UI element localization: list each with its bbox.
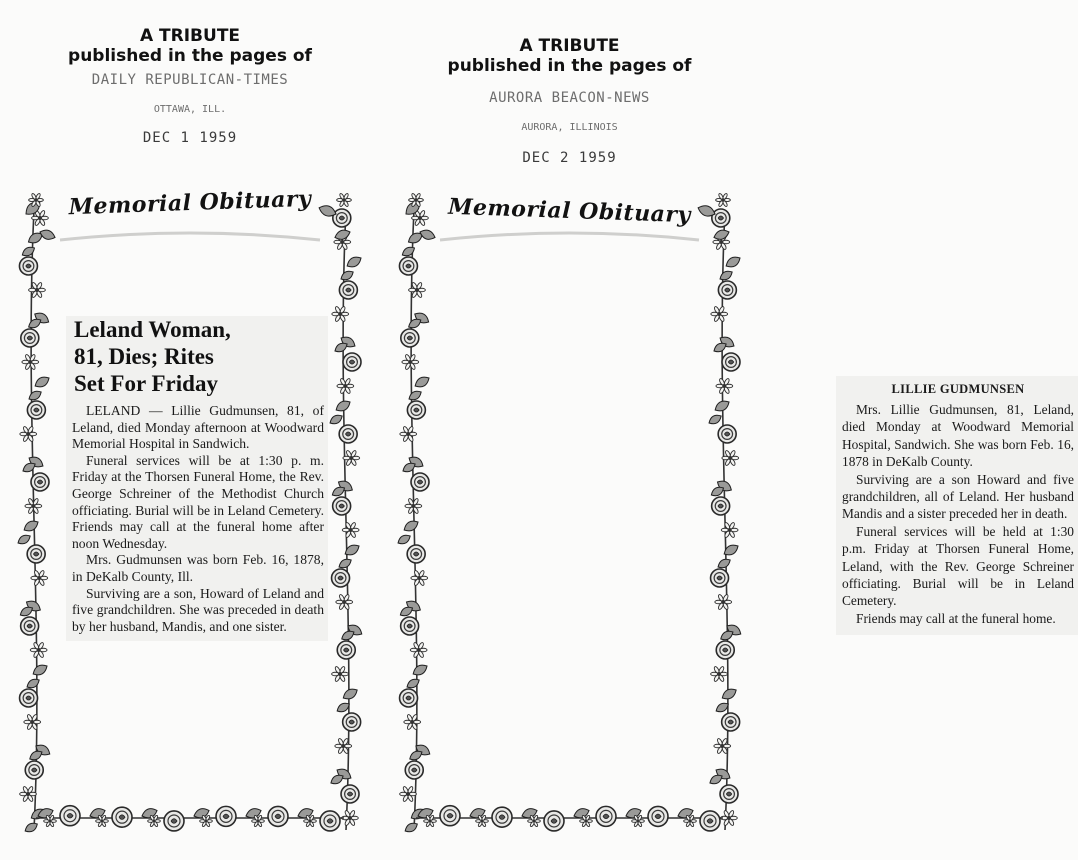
rose-icon bbox=[648, 806, 668, 826]
rose-icon bbox=[544, 811, 564, 831]
newspaper-name-stamp: AURORA BEACON-NEWS bbox=[489, 90, 650, 106]
obituary-paragraph: Mrs. Lillie Gudmunsen, 81, Leland, died Monday at Woodward Memorial Hospital, Sandwich. She was born Feb. 16, 1878 in DeKalb County. bbox=[842, 402, 1074, 470]
leaf-icon bbox=[418, 228, 436, 242]
leaf-icon bbox=[33, 374, 51, 390]
leaf-icon bbox=[722, 542, 740, 558]
leaf-icon bbox=[413, 374, 431, 390]
rose-icon bbox=[400, 689, 418, 707]
leaf-icon bbox=[707, 413, 723, 427]
leaf-icon bbox=[341, 686, 359, 702]
rose-icon bbox=[25, 761, 43, 779]
rose-icon bbox=[401, 617, 419, 635]
rose-icon bbox=[19, 257, 37, 275]
leaf-icon bbox=[23, 821, 39, 835]
leaf-icon bbox=[712, 228, 730, 242]
obituary-paragraph: Surviving are a son, Howard of Leland and five grandchildren. She was preceded in death by her husband, Mandis, and one sister. bbox=[72, 585, 324, 634]
tribute-line-2: published in the pages of bbox=[68, 46, 312, 66]
obituary-paragraph: Funeral services will be held at 1:30 p.m. Friday at Thorsen Funeral Home, Leland, with the Rev. George Schreiner officiating. Burial will be in Leland Cemetery. bbox=[842, 523, 1074, 609]
obituary-paragraph: Mrs. Gudmunsen was born Feb. 16, 1878, in DeKalb County, Ill. bbox=[72, 552, 324, 584]
leaf-icon bbox=[22, 518, 40, 534]
leaf-icon bbox=[720, 686, 738, 702]
rose-icon bbox=[718, 281, 736, 299]
rose-icon bbox=[268, 806, 288, 826]
rose-icon bbox=[343, 713, 361, 731]
rose-icon bbox=[320, 811, 340, 831]
leaf-icon bbox=[403, 821, 419, 835]
obituary-paragraph: Friends may call at the funeral home. bbox=[856, 610, 1056, 626]
obituary-paragraph: LELAND — Lillie Gudmunsen, 81, of Leland, died Monday afternoon at Woodward Memorial Hospital in Sandwich. bbox=[72, 403, 324, 452]
headline-line: Leland Woman, bbox=[74, 317, 231, 342]
city-stamp: OTTAWA, ILL. bbox=[153, 104, 227, 115]
rose-icon bbox=[339, 425, 357, 443]
floral-border-icon bbox=[380, 0, 759, 860]
leaf-icon bbox=[343, 542, 361, 558]
rose-icon bbox=[216, 806, 236, 826]
rose-icon bbox=[333, 497, 351, 515]
date-stamp: DEC 1 1959 bbox=[142, 130, 238, 146]
obituary-paragraph: Surviving are a son Howard and five grandchildren, all of Leland. Her husband Mandis and a sister preceded her in death. bbox=[842, 471, 1074, 522]
newspaper-name-stamp: DAILY REPUBLICAN-TIMES bbox=[91, 72, 289, 88]
right-tribute-panel bbox=[380, 0, 1074, 860]
rose-icon bbox=[700, 811, 720, 831]
rose-icon bbox=[333, 209, 351, 227]
rose-icon bbox=[411, 473, 429, 491]
leaf-icon bbox=[31, 662, 49, 678]
rose-icon bbox=[27, 401, 45, 419]
tribute-line-2: published in the pages of bbox=[447, 56, 692, 76]
rose-icon bbox=[27, 545, 45, 563]
rose-icon bbox=[112, 807, 132, 827]
date-stamp: DEC 2 1959 bbox=[522, 150, 617, 166]
memorial-obituary-title: Memorial Obituary bbox=[68, 185, 312, 221]
rose-icon bbox=[492, 807, 512, 827]
rose-icon bbox=[596, 806, 616, 826]
left-tribute-panel bbox=[0, 0, 380, 860]
obituary-clipping bbox=[836, 376, 1078, 635]
memorial-obituary-title: Memorial Obituary bbox=[447, 193, 692, 229]
rose-icon bbox=[31, 473, 49, 491]
rose-icon bbox=[337, 641, 355, 659]
rose-icon bbox=[401, 329, 419, 347]
headline-line: 81, Dies; Rites bbox=[74, 344, 214, 369]
obituary-headline bbox=[74, 316, 324, 397]
leaf-icon bbox=[38, 228, 56, 242]
leaf-icon bbox=[407, 389, 423, 403]
rose-icon bbox=[405, 761, 423, 779]
leaf-icon bbox=[27, 389, 43, 403]
rose-icon bbox=[407, 401, 425, 419]
leaf-icon bbox=[333, 228, 351, 242]
rose-icon bbox=[332, 569, 350, 587]
obituary-clipping bbox=[66, 316, 328, 641]
leaf-icon bbox=[402, 518, 420, 534]
rose-icon bbox=[21, 329, 39, 347]
rose-icon bbox=[720, 785, 738, 803]
leaf-icon bbox=[411, 662, 429, 678]
rose-icon bbox=[722, 353, 740, 371]
rose-icon bbox=[164, 811, 184, 831]
rose-icon bbox=[407, 545, 425, 563]
rose-icon bbox=[440, 806, 460, 826]
leaf-icon bbox=[16, 533, 32, 547]
rose-icon bbox=[339, 281, 357, 299]
obituary-paragraph: Funeral services will be at 1:30 p. m. Friday at the Thorsen Funeral Home, the Rev. George Schreiner of the Methodist Church officiating. Burial will be in Leland Cemetery. Friends may call at the funeral home after noon Wednesday. bbox=[72, 452, 324, 551]
leaf-icon bbox=[396, 533, 412, 547]
headline-line: Set For Friday bbox=[74, 371, 218, 396]
rose-icon bbox=[716, 641, 734, 659]
rose-icon bbox=[712, 497, 730, 515]
rose-icon bbox=[21, 617, 39, 635]
rose-icon bbox=[343, 353, 361, 371]
leaf-icon bbox=[339, 269, 355, 283]
tribute-line-1: A TRIBUTE bbox=[139, 26, 241, 46]
tribute-line-1: A TRIBUTE bbox=[519, 36, 620, 56]
rose-icon bbox=[20, 689, 38, 707]
leaf-icon bbox=[724, 254, 742, 270]
leaf-icon bbox=[345, 254, 363, 270]
obituary-name-heading: LILLIE GUDMUNSEN bbox=[891, 382, 1025, 396]
rose-icon bbox=[341, 785, 359, 803]
rose-icon bbox=[399, 257, 417, 275]
rose-icon bbox=[718, 425, 736, 443]
leaf-icon bbox=[718, 269, 734, 283]
rose-icon bbox=[711, 569, 729, 587]
leaf-icon bbox=[328, 413, 344, 427]
city-stamp: AURORA, ILLINOIS bbox=[521, 122, 618, 133]
rose-icon bbox=[60, 806, 80, 826]
rose-icon bbox=[722, 713, 740, 731]
